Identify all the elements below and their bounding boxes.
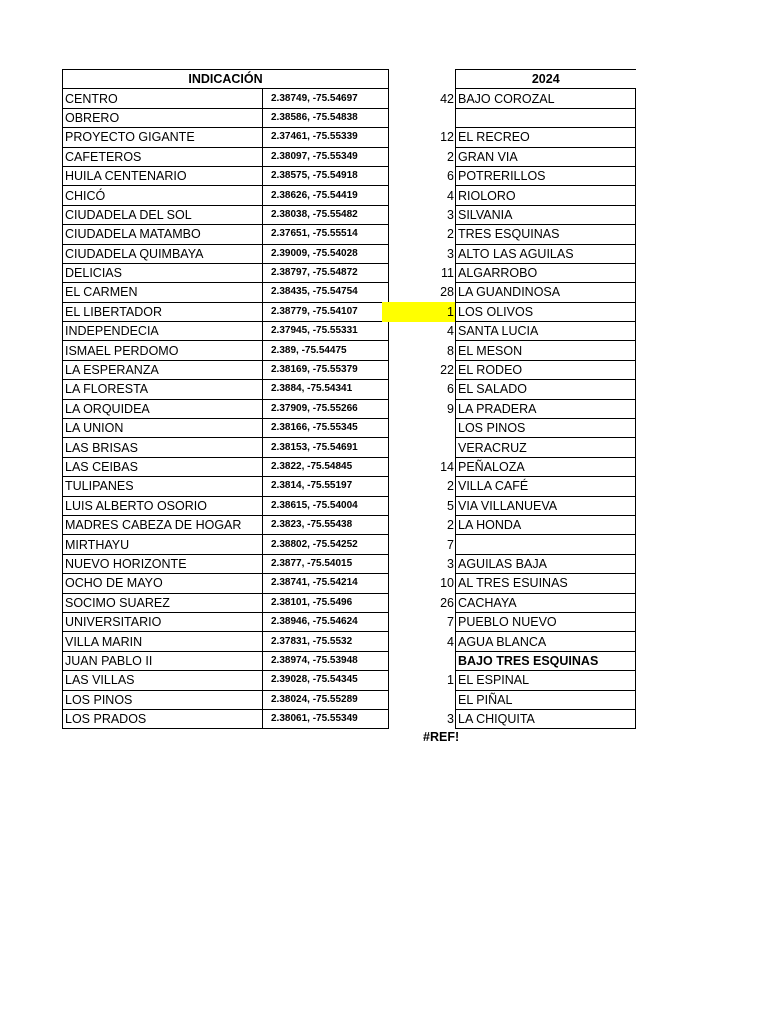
rural-name-cell[interactable]: PEÑALOZA (456, 457, 636, 476)
table-row (382, 438, 636, 457)
ref-error-cell[interactable]: #REF! (423, 730, 460, 744)
table-row (63, 128, 389, 147)
table-row (63, 205, 389, 224)
neighborhood-name-cell[interactable]: LA FLORESTA (63, 380, 263, 399)
coordinates-cell[interactable]: 2.37651, -75.55514 (263, 225, 389, 244)
coordinates-cell[interactable]: 2.38802, -75.54252 (263, 535, 389, 554)
table-row (63, 147, 389, 166)
rural-name-cell[interactable]: EL ESPINAL (456, 671, 636, 690)
table-row (63, 709, 389, 728)
coordinates-cell[interactable]: 2.38946, -75.54624 (263, 612, 389, 631)
table-row (382, 632, 636, 651)
count-cell[interactable]: 10 (440, 576, 454, 591)
table-row (382, 205, 636, 224)
neighborhood-name-cell[interactable]: SOCIMO SUAREZ (63, 593, 263, 612)
coordinates-cell[interactable]: 2.38615, -75.54004 (263, 496, 389, 515)
neighborhood-name-cell[interactable]: CAFETEROS (63, 147, 263, 166)
table-row (63, 632, 389, 651)
count-cell[interactable] (382, 108, 456, 127)
rural-name-cell[interactable]: AGUILAS BAJA (456, 554, 636, 573)
count-cell[interactable] (382, 651, 456, 670)
count-cell[interactable]: 1 (447, 673, 454, 688)
table-row (63, 457, 389, 476)
right-header-row (382, 70, 636, 89)
neighborhood-name-cell[interactable]: LA UNION (63, 419, 263, 438)
table-row (382, 322, 636, 341)
rural-name-cell[interactable]: POTRERILLOS (456, 166, 636, 185)
count-cell[interactable]: 26 (440, 595, 454, 610)
rural-name-cell[interactable]: VILLA CAFÉ (456, 477, 636, 496)
rural-name-cell[interactable]: GRAN VIA (456, 147, 636, 166)
table-row (382, 709, 636, 728)
coordinates-cell[interactable]: 2.37461, -75.55339 (263, 128, 389, 147)
table-row (382, 186, 636, 205)
rural-name-cell[interactable]: BAJO TRES ESQUINAS (456, 651, 636, 670)
table-row (63, 574, 389, 593)
table-row (382, 302, 636, 321)
rural-name-cell[interactable]: TRES ESQUINAS (456, 225, 636, 244)
coordinates-cell[interactable]: 2.3822, -75.54845 (263, 457, 389, 476)
table-row (63, 225, 389, 244)
count-cell[interactable]: 7 (447, 615, 454, 630)
coordinates-cell[interactable]: 2.38038, -75.55482 (263, 205, 389, 224)
rural-name-cell[interactable]: LA HONDA (456, 515, 636, 534)
table-row (63, 263, 389, 282)
table-row (382, 108, 636, 127)
table-row (63, 341, 389, 360)
neighborhood-name-cell[interactable]: CIUDADELA QUIMBAYA (63, 244, 263, 263)
count-cell[interactable]: 2 (447, 149, 454, 164)
count-cell[interactable]: 3 (447, 246, 454, 261)
table-row (382, 263, 636, 282)
table-row (63, 283, 389, 302)
rural-name-cell[interactable]: EL RODEO (456, 360, 636, 379)
coordinates-cell[interactable]: 2.3823, -75.55438 (263, 515, 389, 534)
table-row (382, 554, 636, 573)
table-row (63, 302, 389, 321)
count-cell[interactable]: 9 (447, 401, 454, 416)
table-row (382, 283, 636, 302)
table-row (63, 593, 389, 612)
neighborhood-name-cell[interactable]: CHICÓ (63, 186, 263, 205)
count-cell[interactable]: 2 (447, 479, 454, 494)
coordinates-cell[interactable]: 2.37909, -75.55266 (263, 399, 389, 418)
neighborhood-name-cell[interactable]: PROYECTO GIGANTE (63, 128, 263, 147)
neighborhood-name-cell[interactable]: LA ORQUIDEA (63, 399, 263, 418)
rural-name-cell[interactable]: EL MESON (456, 341, 636, 360)
coordinates-cell[interactable]: 2.38061, -75.55349 (263, 709, 389, 728)
neighborhood-name-cell[interactable]: JUAN PABLO II (63, 651, 263, 670)
coordinates-cell[interactable]: 2.38586, -75.54838 (263, 108, 389, 127)
coordinates-cell[interactable]: 2.38101, -75.5496 (263, 593, 389, 612)
table-row (382, 399, 636, 418)
count-cell[interactable]: 4 (447, 324, 454, 339)
coordinates-cell[interactable]: 2.38097, -75.55349 (263, 147, 389, 166)
neighborhood-name-cell[interactable]: INDEPENDECIA (63, 322, 263, 341)
rural-name-cell[interactable]: RIOLORO (456, 186, 636, 205)
neighborhood-name-cell[interactable]: VILLA MARIN (63, 632, 263, 651)
table-row (63, 496, 389, 515)
rural-count-table (382, 69, 636, 729)
count-cell[interactable]: 6 (447, 382, 454, 397)
count-cell[interactable]: 4 (447, 188, 454, 203)
rural-name-cell[interactable]: LOS PINOS (456, 419, 636, 438)
count-cell[interactable]: 42 (440, 91, 454, 106)
table-row (382, 477, 636, 496)
table-row (382, 457, 636, 476)
count-cell[interactable]: 22 (440, 363, 454, 378)
neighborhood-name-cell[interactable]: MADRES CABEZA DE HOGAR (63, 515, 263, 534)
table-row (382, 225, 636, 244)
rural-name-cell[interactable]: LA PRADERA (456, 399, 636, 418)
table-row (382, 593, 636, 612)
table-row (63, 89, 389, 108)
coordinates-cell[interactable]: 2.38741, -75.54214 (263, 574, 389, 593)
table-row (63, 399, 389, 418)
rural-name-cell[interactable]: PUEBLO NUEVO (456, 612, 636, 631)
coordinates-cell[interactable]: 2.3884, -75.54341 (263, 380, 389, 399)
rural-name-cell[interactable]: SILVANIA (456, 205, 636, 224)
rural-name-cell[interactable]: ALGARROBO (456, 263, 636, 282)
rural-name-cell[interactable]: LA GUANDINOSA (456, 283, 636, 302)
table-row (382, 671, 636, 690)
table-row (382, 574, 636, 593)
table-row (63, 535, 389, 554)
neighborhood-name-cell[interactable]: TULIPANES (63, 477, 263, 496)
neighborhood-name-cell[interactable]: OCHO DE MAYO (63, 574, 263, 593)
coordinates-cell[interactable]: 2.38974, -75.53948 (263, 651, 389, 670)
count-cell[interactable]: 2 (447, 227, 454, 242)
rural-name-cell[interactable]: CACHAYA (456, 593, 636, 612)
count-cell[interactable]: 14 (440, 460, 454, 474)
table-row (382, 651, 636, 670)
neighborhood-name-cell[interactable]: LUIS ALBERTO OSORIO (63, 496, 263, 515)
coordinates-cell[interactable]: 2.37945, -75.55331 (263, 322, 389, 341)
rural-name-cell[interactable]: AGUA BLANCA (456, 632, 636, 651)
neighborhood-name-cell[interactable]: HUILA CENTENARIO (63, 166, 263, 185)
count-cell[interactable]: 1 (382, 302, 456, 321)
table-row (63, 244, 389, 263)
count-cell[interactable]: 3 (447, 712, 454, 727)
neighborhood-name-cell[interactable]: OBRERO (63, 108, 263, 127)
table-row (63, 554, 389, 573)
neighborhood-name-cell[interactable]: LAS CEIBAS (63, 457, 263, 476)
rural-name-cell[interactable] (456, 535, 636, 554)
table-row (63, 360, 389, 379)
table-row (63, 108, 389, 127)
table-row (382, 244, 636, 263)
neighborhood-name-cell[interactable]: CENTRO (63, 89, 263, 108)
neighborhood-name-cell[interactable]: EL CARMEN (63, 283, 263, 302)
coordinates-cell[interactable]: 2.3814, -75.55197 (263, 477, 389, 496)
coordinates-cell[interactable]: 2.38024, -75.55289 (263, 690, 389, 709)
table-row (382, 166, 636, 185)
count-cell[interactable]: 8 (447, 343, 454, 358)
table-row (63, 419, 389, 438)
count-cell[interactable] (382, 690, 456, 709)
coordinates-cell[interactable]: 2.38169, -75.55379 (263, 360, 389, 379)
rural-name-cell[interactable]: BAJO COROZAL (456, 89, 636, 108)
table-row (382, 496, 636, 515)
table-row (63, 380, 389, 399)
table-row (382, 612, 636, 631)
table-row (63, 166, 389, 185)
neighborhood-name-cell[interactable]: LOS PRADOS (63, 709, 263, 728)
table-row (63, 651, 389, 670)
table-row (63, 671, 389, 690)
table-row (63, 322, 389, 341)
neighborhood-name-cell[interactable]: LAS VILLAS (63, 671, 263, 690)
count-cell[interactable] (382, 419, 456, 438)
table-row (382, 147, 636, 166)
neighborhood-name-cell[interactable]: UNIVERSITARIO (63, 612, 263, 631)
neighborhood-name-cell[interactable]: LOS PINOS (63, 690, 263, 709)
table-row (63, 515, 389, 534)
neighborhood-name-cell[interactable]: LA ESPERANZA (63, 360, 263, 379)
rural-name-cell[interactable] (456, 108, 636, 127)
rural-name-cell[interactable]: EL SALADO (456, 380, 636, 399)
count-cell[interactable] (382, 438, 456, 457)
rural-name-cell[interactable]: SANTA LUCIA (456, 322, 636, 341)
neighborhood-name-cell[interactable]: CIUDADELA DEL SOL (63, 205, 263, 224)
coordinates-cell[interactable]: 2.38153, -75.54691 (263, 438, 389, 457)
rural-name-cell[interactable]: LOS OLIVOS (456, 302, 636, 321)
count-cell[interactable]: 4 (447, 634, 454, 649)
count-cell[interactable]: 7 (447, 537, 454, 552)
coordinates-cell[interactable]: 2.38166, -75.55345 (263, 419, 389, 438)
count-cell[interactable]: 3 (447, 556, 454, 571)
table-row (63, 690, 389, 709)
rural-name-cell[interactable]: EL RECREO (456, 128, 636, 147)
count-cell[interactable]: 6 (447, 169, 454, 184)
table-row (382, 89, 636, 108)
coordinates-cell[interactable]: 2.38797, -75.54872 (263, 263, 389, 282)
count-cell[interactable]: 11 (441, 266, 454, 281)
neighborhood-name-cell[interactable]: EL LIBERTADOR (63, 302, 263, 321)
coordinates-cell[interactable]: 2.39009, -75.54028 (263, 244, 389, 263)
count-cell[interactable]: 5 (447, 498, 454, 513)
count-cell[interactable]: 12 (440, 130, 454, 145)
table-row (382, 380, 636, 399)
table-row (382, 515, 636, 534)
table-row (63, 186, 389, 205)
neighborhood-name-cell[interactable]: MIRTHAYU (63, 535, 263, 554)
table-row (382, 128, 636, 147)
right-header-num-cell[interactable] (382, 70, 456, 89)
coordinates-cell[interactable]: 2.39028, -75.54345 (263, 671, 389, 690)
neighborhood-name-cell[interactable]: LAS BRISAS (63, 438, 263, 457)
rural-name-cell[interactable]: EL PIÑAL (456, 690, 636, 709)
rural-name-cell[interactable]: VERACRUZ (456, 438, 636, 457)
coordinates-cell[interactable]: 2.38435, -75.54754 (263, 283, 389, 302)
left-header-cell[interactable]: INDICACIÓN (63, 70, 389, 89)
coordinates-cell[interactable]: 2.38626, -75.54419 (263, 186, 389, 205)
right-header-cell[interactable]: 2024 (456, 70, 636, 89)
table-row (382, 360, 636, 379)
table-row (382, 419, 636, 438)
coordinates-cell[interactable]: 2.38749, -75.54697 (263, 89, 389, 108)
table-row (63, 438, 389, 457)
table-row (63, 612, 389, 631)
coordinates-cell[interactable]: 2.37831, -75.5532 (263, 632, 389, 651)
neighborhood-name-cell[interactable]: ISMAEL PERDOMO (63, 341, 263, 360)
count-cell[interactable]: 3 (447, 207, 454, 222)
left-header-row (63, 70, 389, 89)
rural-name-cell[interactable]: LA CHIQUITA (456, 709, 636, 728)
coordinates-cell[interactable]: 2.3877, -75.54015 (263, 554, 389, 573)
coordinates-cell[interactable]: 2.38575, -75.54918 (263, 166, 389, 185)
neighborhood-coordinates-table (62, 69, 389, 729)
rural-name-cell[interactable]: VIA VILLANUEVA (456, 496, 636, 515)
table-row (382, 535, 636, 554)
rural-name-cell[interactable]: ALTO LAS AGUILAS (456, 244, 636, 263)
coordinates-cell[interactable]: 2.389, -75.54475 (263, 341, 389, 360)
neighborhood-name-cell[interactable]: CIUDADELA MATAMBO (63, 225, 263, 244)
count-cell[interactable]: 2 (447, 518, 454, 533)
neighborhood-name-cell[interactable]: DELICIAS (63, 263, 263, 282)
coordinates-cell[interactable]: 2.38779, -75.54107 (263, 302, 389, 321)
count-cell[interactable]: 28 (440, 285, 454, 300)
neighborhood-name-cell[interactable]: NUEVO HORIZONTE (63, 554, 263, 573)
table-row (63, 477, 389, 496)
table-row (382, 341, 636, 360)
rural-name-cell[interactable]: AL TRES ESUINAS (456, 574, 636, 593)
table-row (382, 690, 636, 709)
